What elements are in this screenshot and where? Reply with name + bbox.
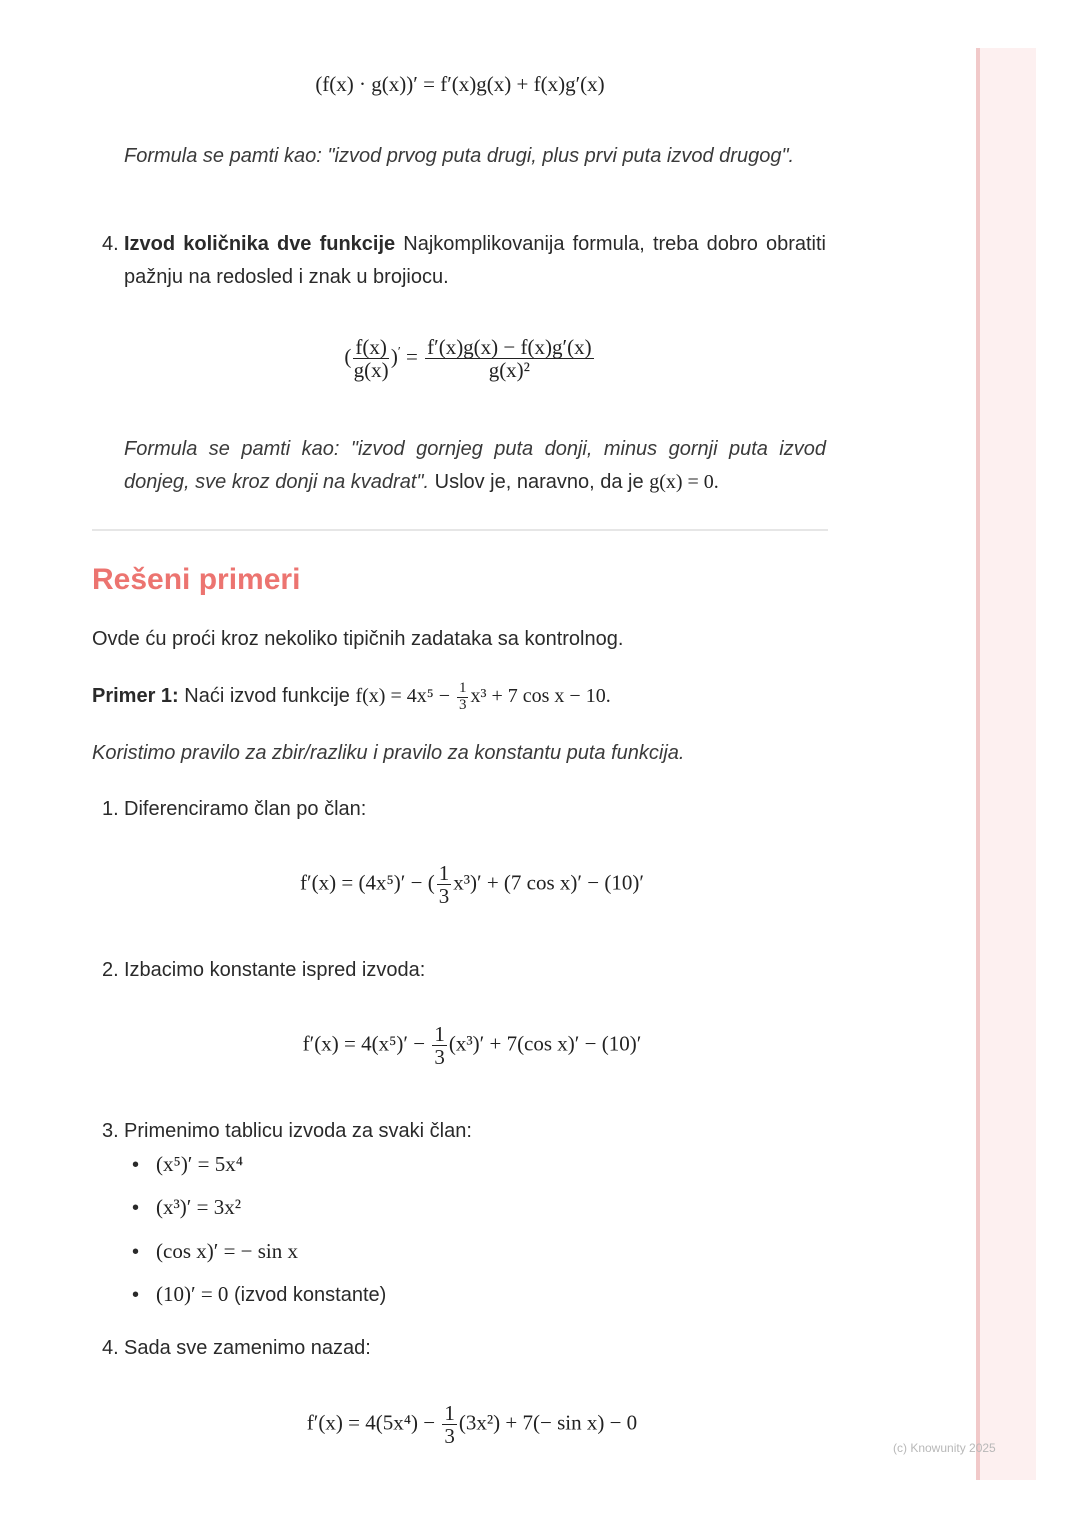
step-1-text: Diferenciramo član po član: (124, 798, 367, 820)
quotient-memo-plain: Uslov je, naravno, da je (429, 471, 650, 493)
list-item (132, 1195, 241, 1220)
step-1-equation (12, 862, 932, 907)
list-item (132, 1152, 243, 1177)
step-1-frac-num: 1 (438, 861, 450, 885)
quotient-rule-memo (124, 433, 826, 499)
step-2-text: Izbacimo konstante ispred izvoda: (124, 959, 426, 981)
step-2-equation (12, 1023, 932, 1068)
quotient-rule-item (124, 228, 826, 294)
step-1-eq-post: x³)′ + (7 cos x)′ − (10)′ (453, 870, 644, 895)
bullet-icon: • (132, 1241, 140, 1263)
step-2-number: 2. (102, 959, 119, 981)
bullet-icon: • (132, 1154, 140, 1176)
step-3-number: 3. (102, 1120, 119, 1142)
quotient-lhs-numerator: f(x) (355, 335, 387, 359)
quotient-rhs-numerator: f′(x)g(x) − f(x)g′(x) (427, 335, 592, 359)
step-2-eq-pre: f′(x) = 4(x⁵)′ − (302, 1031, 431, 1056)
quotient-rule-title: Izvod količnika dve funkcije (124, 233, 396, 255)
intro-text: Ovde ću proći kroz nekoliko tipičnih zadataka sa kontrolnog. (92, 628, 624, 650)
step-3-text: Primenimo tablicu izvoda za svaki član: (124, 1120, 472, 1142)
table-item-4-math: (10)′ = 0 (156, 1282, 229, 1306)
table-item-1-math: (x⁵)′ = 5x⁴ (156, 1152, 244, 1176)
table-item-4-note: (izvod konstante) (228, 1284, 387, 1306)
example-1 (92, 680, 852, 714)
step-4-equation (12, 1402, 932, 1447)
step-1-frac-den: 3 (438, 884, 450, 909)
bullet-icon: • (132, 1197, 140, 1219)
step-2-eq-post: (x³)′ + 7(cos x)′ − (10)′ (448, 1031, 642, 1056)
table-item-2-math: (x³)′ = 3x² (156, 1195, 242, 1219)
page-sidebar (976, 48, 1036, 1480)
step-4-text: Sada sve zamenimo nazad: (124, 1337, 371, 1359)
step-4-frac-den: 3 (444, 1424, 455, 1449)
quotient-memo-italic: Formula se pamti kao: "izvod gornjeg puta donji, minus gornji puta izvod donjeg, sve kroz donji na kvadrat". (124, 438, 826, 493)
step-2-frac-num: 1 (434, 1022, 445, 1046)
step-4-frac-num: 1 (444, 1401, 455, 1425)
section-divider (92, 529, 828, 531)
quotient-memo-math: g(x) = 0. (649, 471, 719, 493)
list-number-4: 4. (102, 233, 119, 255)
step-4-eq-pre: f′(x) = 4(5x⁴) − (306, 1410, 441, 1435)
example-1-frac-num: 1 (458, 680, 467, 697)
example-1-text: Naći izvod funkcije (178, 685, 356, 707)
step-4-eq-post: (3x²) + 7(− sin x) − 0 (458, 1410, 638, 1435)
product-rule-memo: Formula se pamti kao: "izvod prvog puta drugi, plus prvi puta izvod drugog". (124, 145, 795, 167)
copyright-footer: (c) Knowunity 2025 (893, 1441, 996, 1455)
rule-note: Koristimo pravilo za zbir/razliku i pravilo za konstantu puta funkcija. (92, 742, 685, 764)
list-item (132, 1239, 298, 1264)
bullet-icon: • (132, 1284, 140, 1306)
example-1-math-post: x³ + 7 cos x − 10. (470, 685, 611, 707)
quotient-rule-formula: ( $\frac{f(x)}{g(x)}$ )′ = $\frac{f'(x)g(x) - f(x)g'(x)}{\text{g(x)²}}$ (344, 335, 592, 383)
step-4-number: 4. (102, 1337, 119, 1359)
quotient-rhs-denominator: g(x)² (488, 358, 530, 383)
product-rule-formula: (f(x) · g(x))′ = f′(x)g(x) + f(x)g′(x) (315, 72, 605, 96)
quotient-rule-text: Najkomplikovanija formula, treba dobro obratiti pažnju na redosled i znak u brojiocu. (124, 233, 826, 288)
step-1-number: 1. (102, 798, 119, 820)
example-1-function (355, 680, 611, 713)
step-1-eq-pre: f′(x) = (4x⁵)′ − ( (300, 870, 435, 895)
section-title: Rešeni primeri (92, 563, 301, 596)
step-2-frac-den: 3 (434, 1045, 445, 1070)
example-1-math-pre: f(x) = 4x⁵ − (355, 685, 455, 707)
example-1-label: Primer 1: (92, 685, 179, 707)
example-1-frac-den: 3 (458, 696, 467, 713)
list-item (132, 1282, 386, 1307)
table-item-3-math: (cos x)′ = − sin x (156, 1239, 299, 1263)
quotient-lhs-denominator: g(x) (353, 358, 389, 383)
